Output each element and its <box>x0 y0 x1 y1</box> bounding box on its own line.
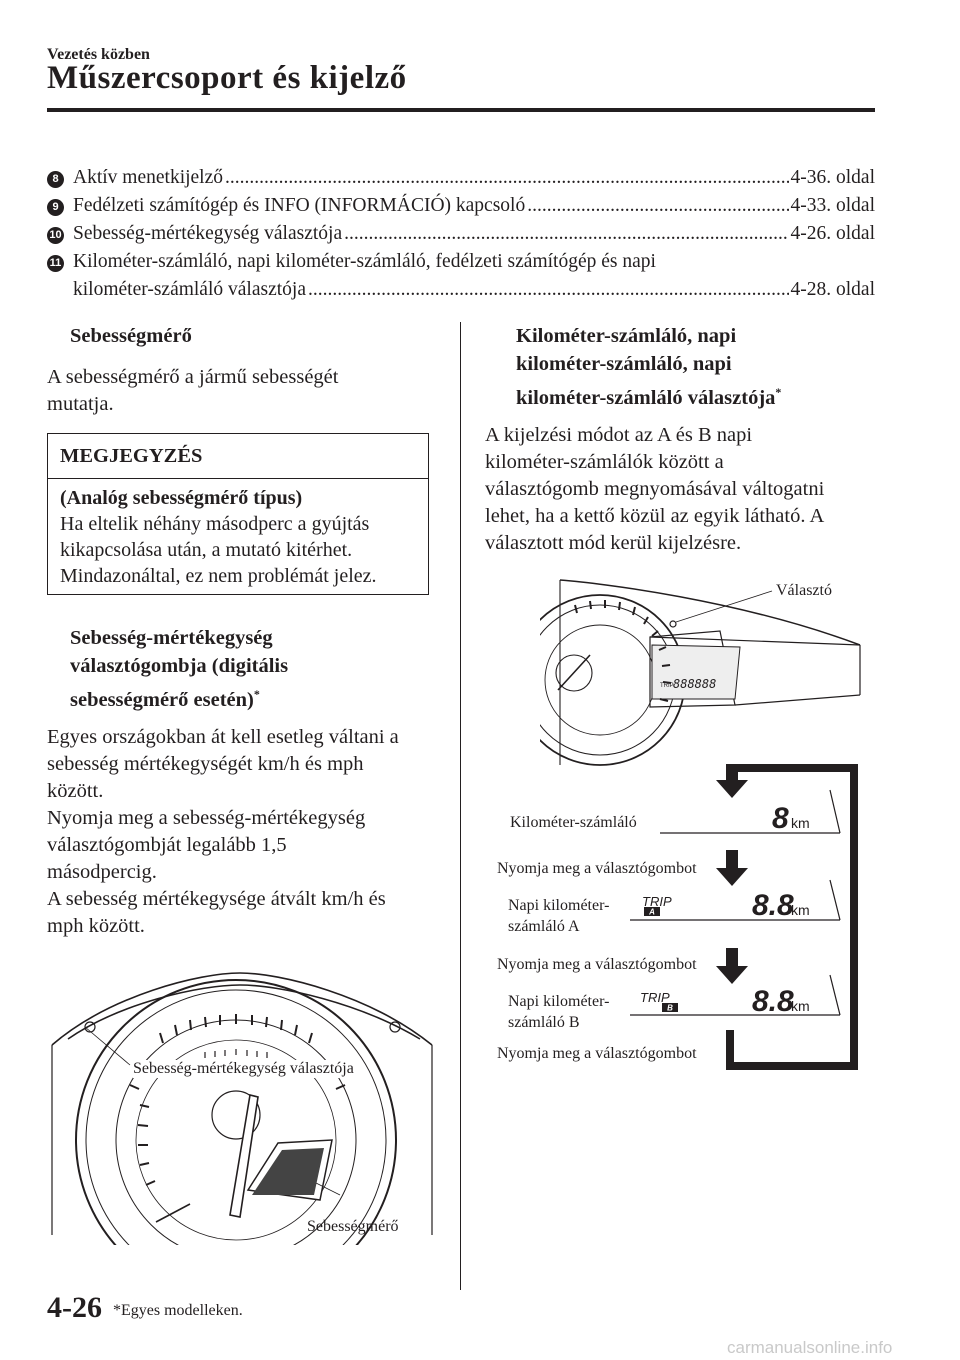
toc-num: 8 <box>47 171 64 188</box>
body-text: A kijelzési módot az A és B napi <box>485 424 753 446</box>
speedometer-label: Sebességmérő <box>307 1218 399 1235</box>
press-instruction-1: Nyomja meg a választógombot <box>497 860 697 877</box>
body-text: mutatja. <box>47 393 114 415</box>
page-number: 4-26 <box>47 1291 102 1324</box>
trip-b-digits: 8.8 <box>752 985 794 1018</box>
odometer-heading-1: Kilométer-számláló, napi <box>516 325 737 347</box>
body-text: A sebességmérő a jármű sebességét <box>47 366 339 388</box>
body-text: választógombját legalább 1,5 <box>47 834 287 856</box>
cluster-display-digits: 888888 <box>673 677 717 691</box>
body-text: sebesség mértékegységét km/h és mph <box>47 753 364 775</box>
press-instruction-3: Nyomja meg a választógombot <box>497 1045 697 1062</box>
speedometer-heading: Sebességmérő <box>70 325 192 347</box>
body-text: választógomb megnyomásával váltogatni <box>485 478 825 500</box>
unit-selector-heading-3: sebességmérő esetén)* <box>70 687 260 711</box>
trip-a-unit: km <box>791 902 810 918</box>
toc-label: kilométer-számláló választója <box>73 279 306 300</box>
toc-item-9 <box>47 192 875 220</box>
body-text: között. <box>47 780 104 802</box>
toc-item-8 <box>47 164 875 192</box>
watermark: carmanualsonline.info <box>727 1338 893 1357</box>
odo-unit: km <box>791 815 810 831</box>
note-line: kikapcsolása után, a mutató kitérhet. <box>60 539 353 561</box>
toc-label: Aktív menetkijelző <box>73 167 224 188</box>
note-subtitle: (Analóg sebességmérő típus) <box>60 487 303 509</box>
trip-b-label-2: számláló B <box>508 1014 580 1031</box>
toc-item-11-cont <box>47 276 875 304</box>
note-header: MEGJEGYZÉS <box>48 434 428 479</box>
toc-page: 4-28. oldal <box>790 279 875 300</box>
body-text: választott mód kerül kijelzésre. <box>485 532 742 554</box>
trip-a-digits: 8.8 <box>752 889 794 922</box>
note-box <box>47 433 429 595</box>
press-instruction-2: Nyomja meg a választógombot <box>497 956 697 973</box>
note-line: Ha eltelik néhány másodperc a gyújtás <box>60 513 370 535</box>
footnote: *Egyes modelleken. <box>113 1302 243 1319</box>
odo-digit: 8 <box>772 802 789 835</box>
toc-page: 4-26. oldal <box>790 223 875 244</box>
trip-b-badge: B <box>667 1003 673 1013</box>
body-text: kilométer-számlálók között a <box>485 451 724 473</box>
trip-b-label-1: Napi kilométer- <box>508 993 610 1010</box>
trip-a-label-2: számláló A <box>508 918 580 935</box>
body-text: Egyes országokban át kell esetleg váltani a <box>47 726 399 748</box>
body-text: lehet, ha a kettő közül az egyik látható. A <box>485 505 825 527</box>
toc-num: 9 <box>47 199 64 216</box>
toc-label: Fedélzeti számítógép és INFO (INFORMÁCIÓ) kapcsoló <box>73 195 526 216</box>
odometer-label: Kilométer-számláló <box>510 814 637 831</box>
page-title: Műszercsoport és kijelző <box>47 60 407 96</box>
toc-label: Sebesség-mértékegység választója <box>73 223 343 244</box>
toc-label: Kilométer-számláló, napi kilométer-számláló, fedélzeti számítógép és napi <box>73 251 656 272</box>
selector-button-label: Választó <box>776 582 832 599</box>
note-line: Mindazonáltal, ez nem problémát jelez. <box>60 565 377 587</box>
unit-selector-heading-2: választógombja (digitális <box>70 655 289 677</box>
trip-b-text: TRIP <box>640 990 670 1005</box>
selector-label: Sebesség-mértékegység választója <box>133 1060 354 1077</box>
trip-a-label-1: Napi kilométer- <box>508 897 610 914</box>
column-divider <box>460 322 461 1290</box>
title-rule <box>47 108 875 112</box>
cluster-illustration <box>540 575 880 770</box>
body-text: másodpercig. <box>47 861 157 883</box>
unit-selector-heading-1: Sebesség-mértékegység <box>70 627 273 649</box>
speedometer-illustration <box>40 955 440 1245</box>
toc-page: 4-36. oldal <box>790 167 875 188</box>
odometer-heading-2: kilométer-számláló, napi <box>516 353 732 375</box>
body-text: Nyomja meg a sebesség-mértékegység <box>47 807 366 829</box>
toc-num: 11 <box>47 255 64 272</box>
toc-item-10 <box>47 220 875 248</box>
trip-b-unit: km <box>791 998 810 1014</box>
trip-a-badge: A <box>649 907 655 917</box>
cluster-trip-text: TRIP <box>660 683 674 689</box>
odometer-heading-3: kilométer-számláló választója* <box>516 385 782 409</box>
toc-num: 10 <box>47 227 64 244</box>
body-text: mph között. <box>47 915 145 937</box>
toc-page: 4-33. oldal <box>790 195 875 216</box>
toc-item-11 <box>47 248 875 276</box>
body-text: A sebesség mértékegysége átvált km/h és <box>47 888 386 910</box>
section-header: Vezetés közben <box>47 46 150 63</box>
trip-a-text: TRIP <box>642 894 672 909</box>
